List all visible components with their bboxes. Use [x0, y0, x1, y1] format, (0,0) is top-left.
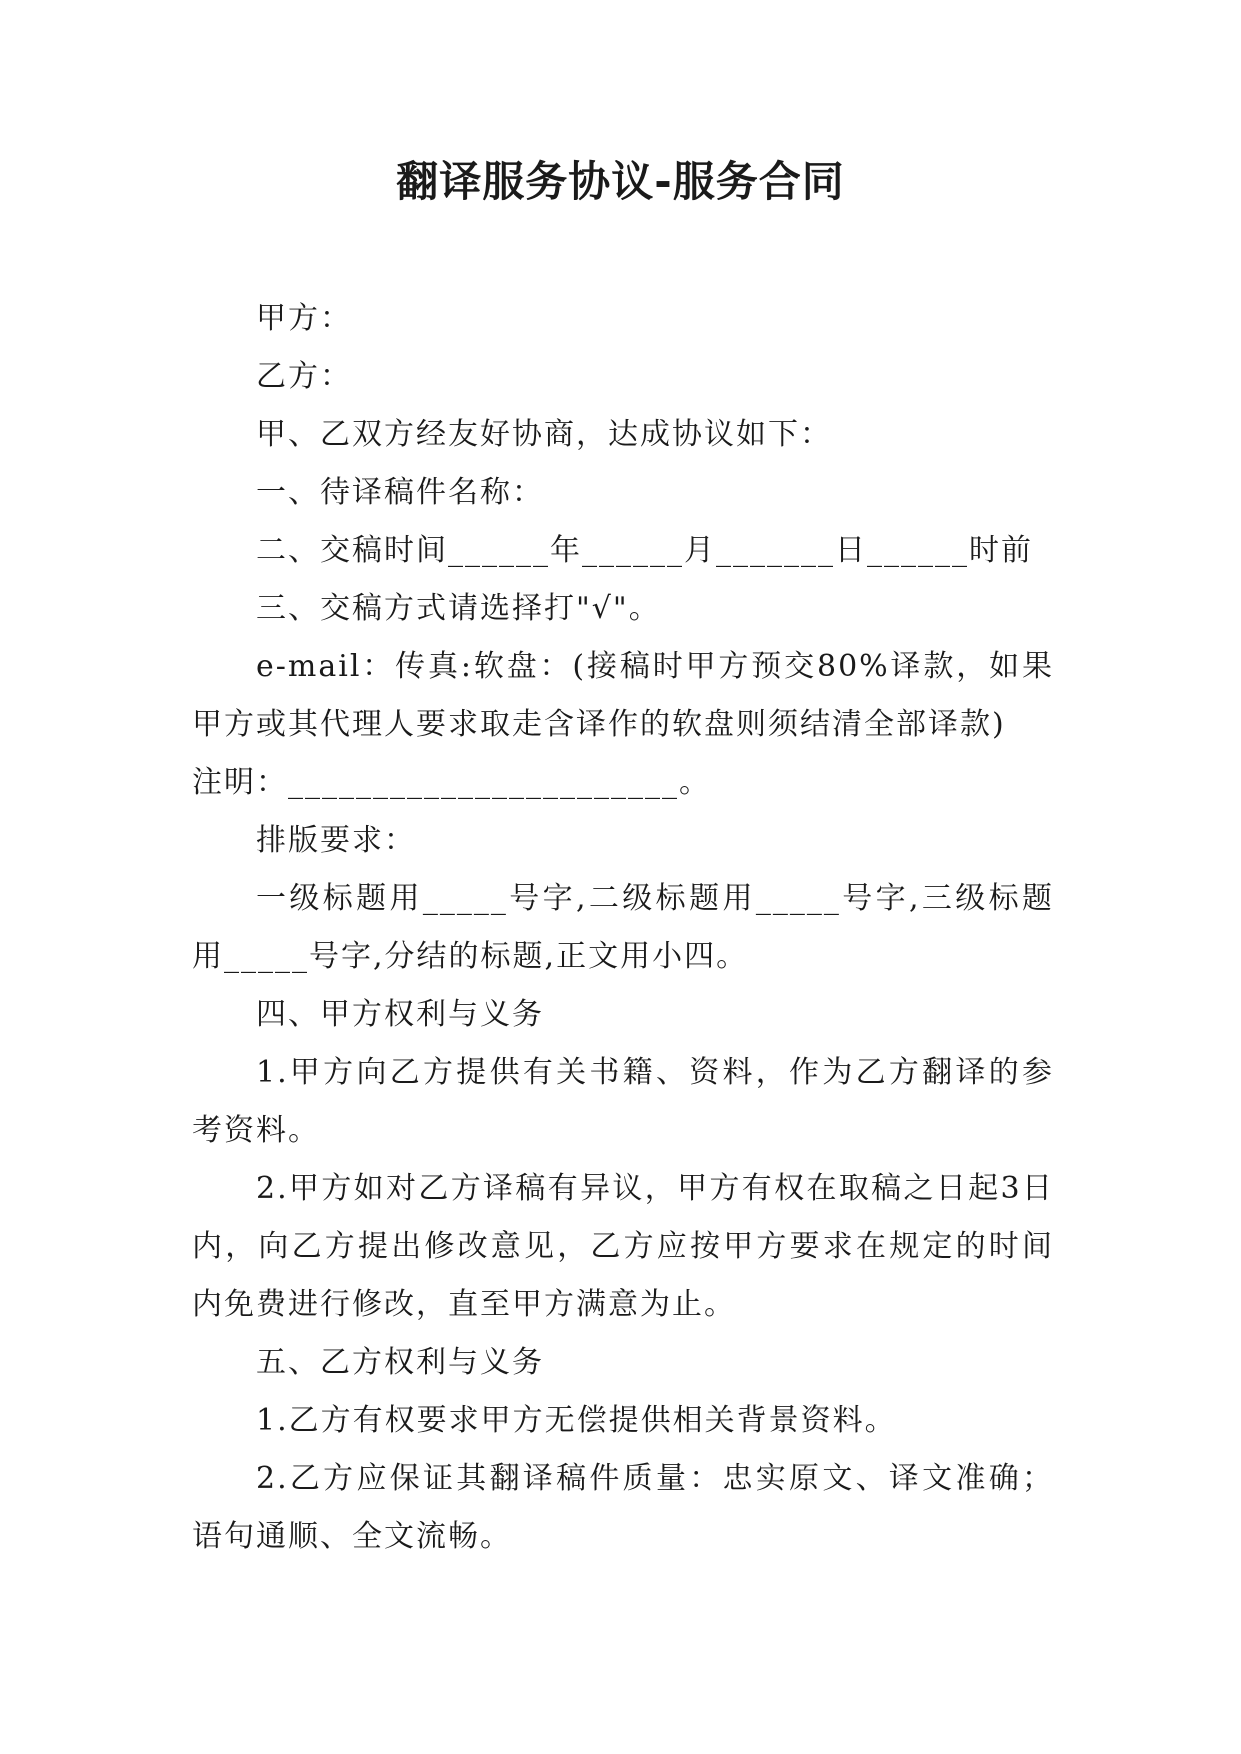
delivery-options-paragraph: e-mail：传真:软盘：(接稿时甲方预交80%译款，如果甲方或其代理人要求取走含译作的软盘则须结清全部译款) [192, 649, 1054, 742]
document-body [192, 290, 1054, 1566]
clause-3-delivery-method: 三、交稿方式请选择打"√"。 [256, 591, 661, 626]
layout-requirements-paragraph: 一级标题用_____号字,二级标题用_____号字,三级标题用_____号字,分结的标题,正文用小四。 [192, 881, 1054, 974]
clause-4-item-1: 1.甲方向乙方提供有关书籍、资料，作为乙方翻译的参考资料。 [192, 1055, 1054, 1148]
agreement-intro: 甲、乙双方经友好协商，达成协议如下： [256, 417, 832, 452]
party-b-line: 乙方： [256, 359, 352, 394]
clause-4-item-2: 2.甲方如对乙方译稿有异议，甲方有权在取稿之日起3日内，向乙方提出修改意见，乙方应按甲方要求在规定的时间内免费进行修改，直至甲方满意为止。 [192, 1171, 1054, 1322]
document-title: 翻译服务协议-服务合同 [396, 157, 845, 206]
clause-2-delivery-time: 二、交稿时间______年______月_______日______时前 [256, 533, 1033, 568]
clause-4-heading: 四、甲方权利与义务 [256, 997, 544, 1032]
note-line: 注明：_______________________。 [192, 765, 711, 800]
layout-requirements-heading: 排版要求： [256, 823, 416, 858]
clause-1-manuscript-name: 一、待译稿件名称： [256, 475, 544, 510]
party-a-line: 甲方： [256, 301, 352, 336]
clause-5-heading: 五、乙方权利与义务 [256, 1345, 544, 1380]
clause-5-item-2: 2.乙方应保证其翻译稿件质量：忠实原文、译文准确；语句通顺、全文流畅。 [192, 1461, 1054, 1554]
clause-5-item-1: 1.乙方有权要求甲方无偿提供相关背景资料。 [256, 1403, 897, 1438]
